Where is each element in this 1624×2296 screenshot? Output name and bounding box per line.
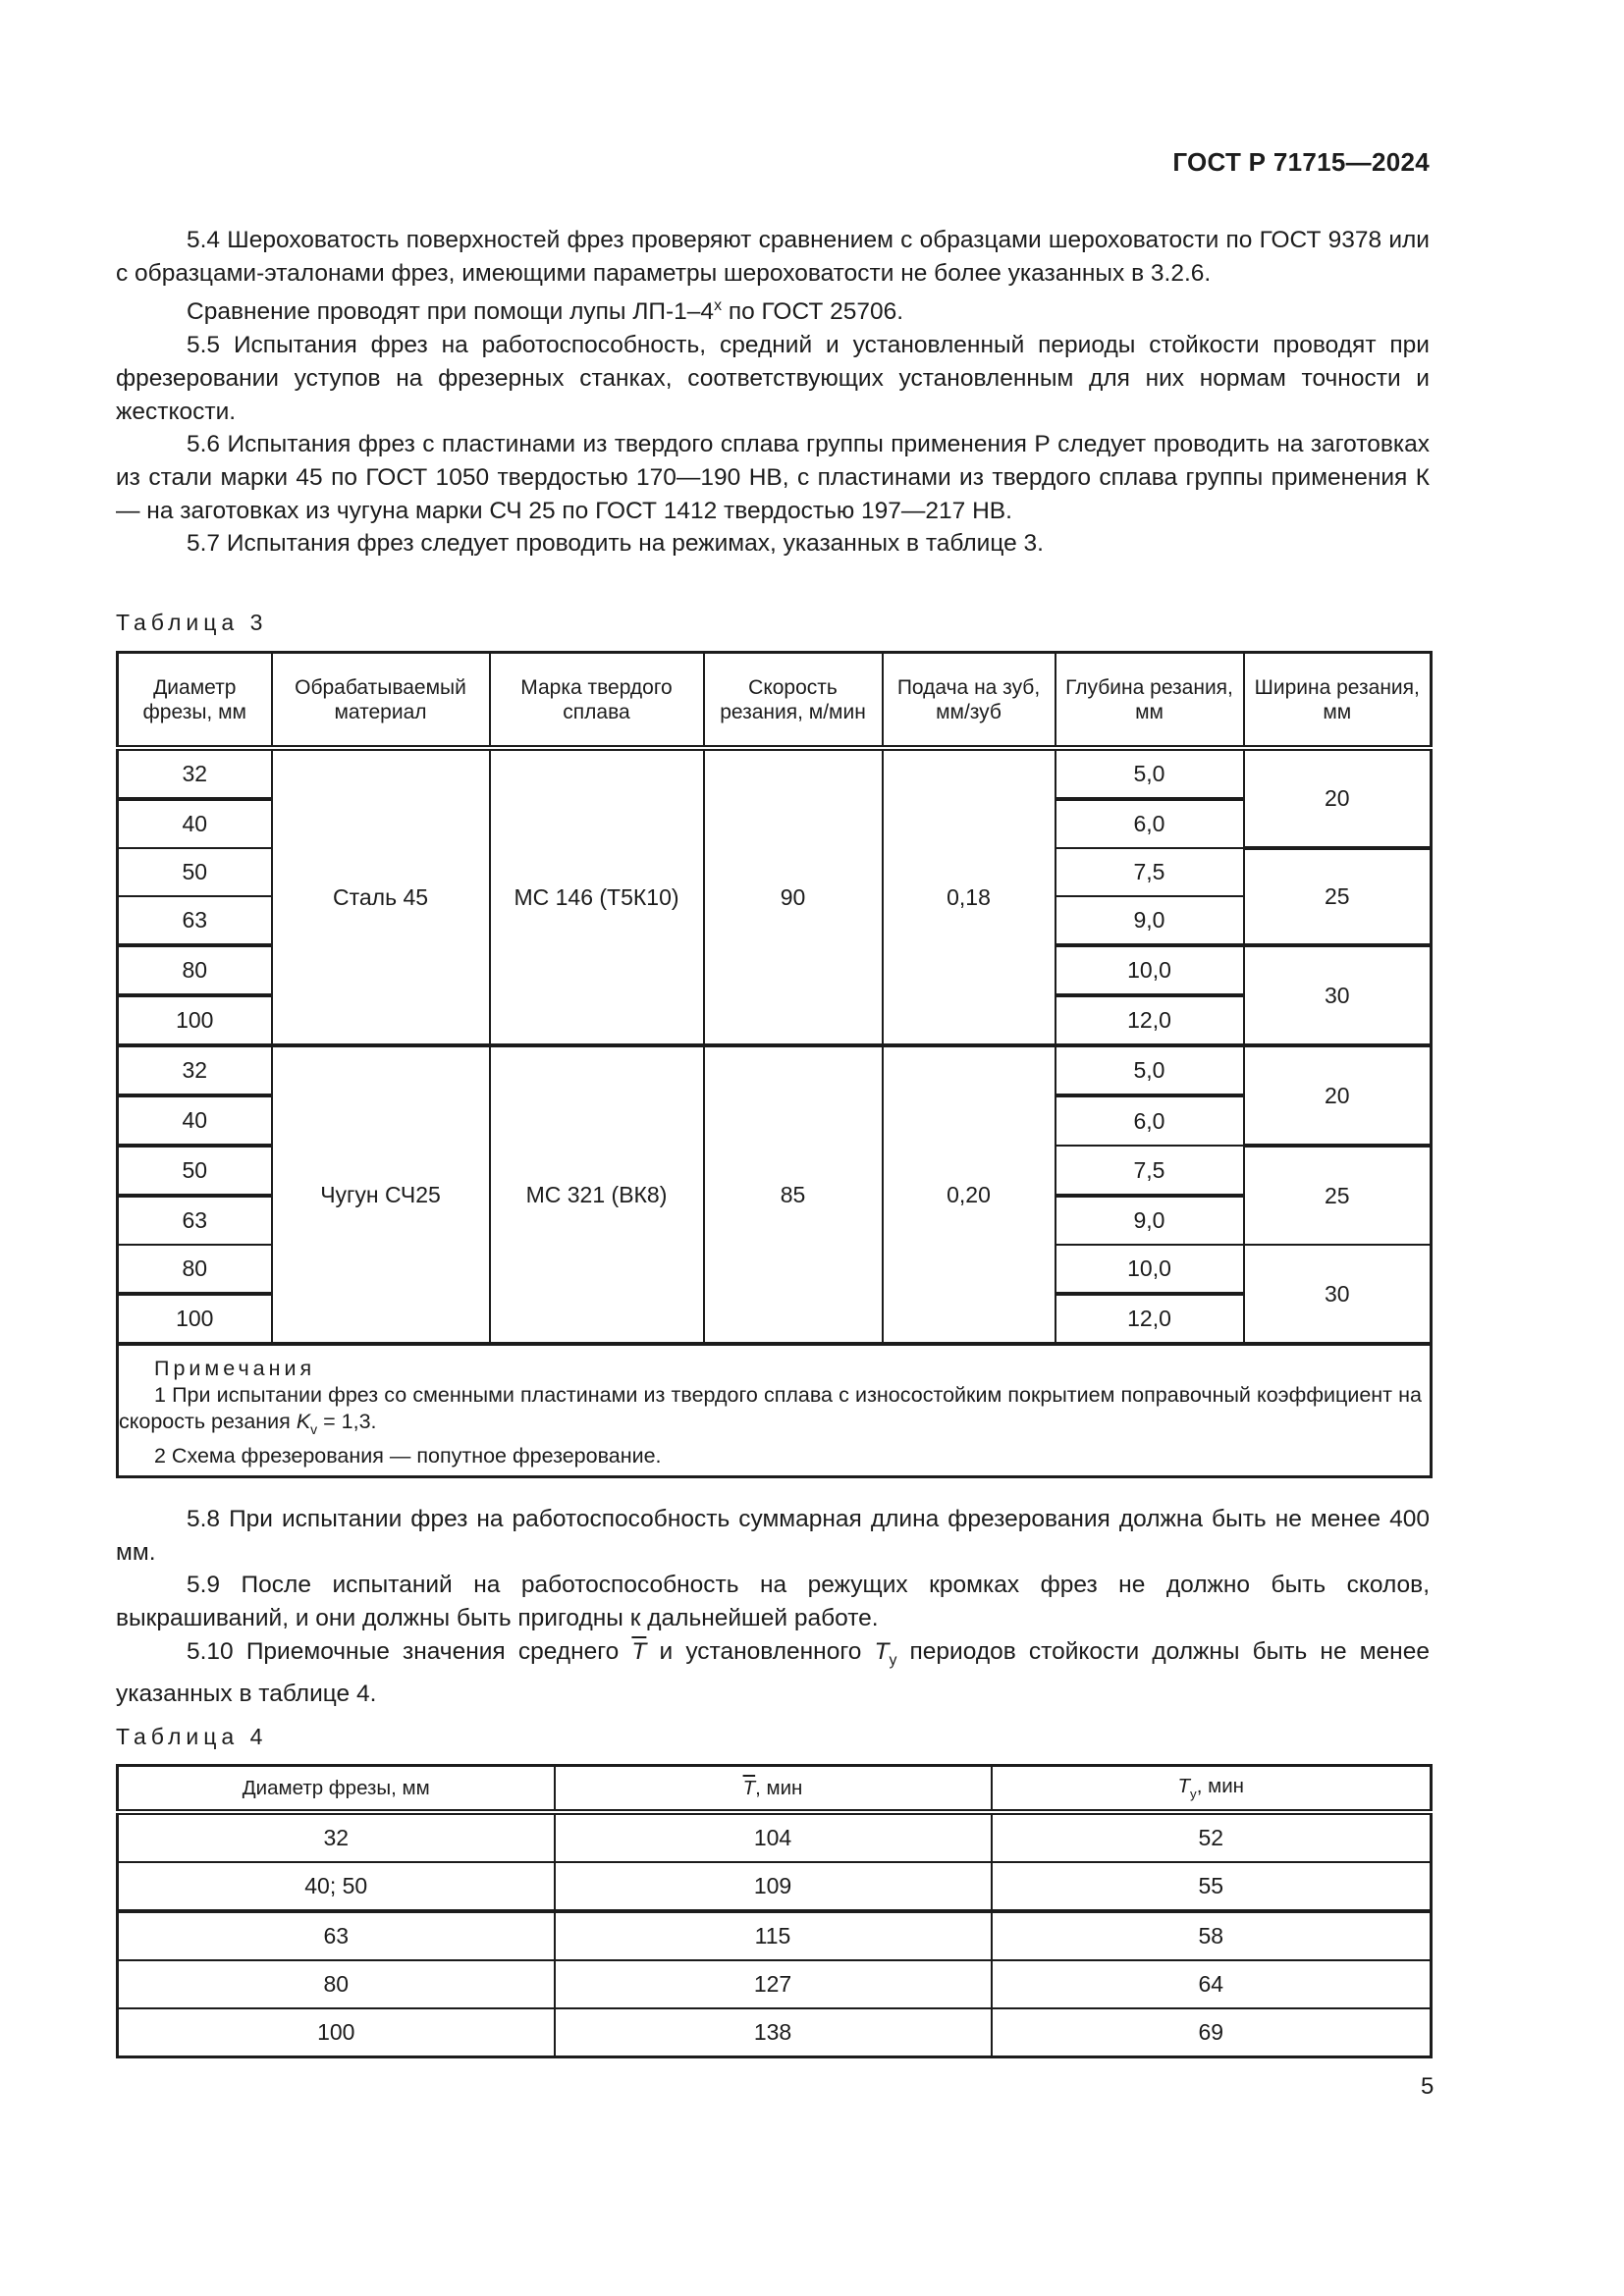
header-t-set <box>992 1766 1432 1813</box>
cell-diameter: 32 <box>118 748 272 799</box>
text: = 1,3. <box>317 1410 377 1433</box>
table-row <box>118 1960 1432 2008</box>
note-1 <box>119 1382 1430 1443</box>
note-2: 2 Схема фрезерования — попутное фрезерование. <box>154 1444 662 1468</box>
paragraph-5-8: 5.8 При испытании фрез на работоспособность суммарная длина фрезерования должна быть не менее 400 мм. <box>116 1506 1430 1566</box>
header-speed: Скорость резания, м/мин <box>704 653 883 749</box>
cell-diameter: 80 <box>118 1960 555 2008</box>
cell-t-mean: 138 <box>555 2008 992 2057</box>
text: 1 При испытании фрез со сменными пластинами из твердого сплава с износостойким покрытием поправочный коэффициент на скорость резания <box>119 1383 1422 1433</box>
cell-width: 25 <box>1244 848 1432 945</box>
cell-diameter: 32 <box>118 1045 272 1095</box>
table-row <box>118 1045 1432 1095</box>
symbol-t-mean: $\overline{T}$ <box>631 1637 647 1665</box>
cell-diameter: 40 <box>118 799 272 848</box>
cell-depth: 12,0 <box>1056 1294 1244 1344</box>
cell-speed: 85 <box>704 1045 883 1344</box>
cell-width: 20 <box>1244 1045 1432 1146</box>
paragraph-5-7: 5.7 Испытания фрез следует проводить на режимах, указанных в таблице 3. <box>187 530 1044 558</box>
cell-depth: 9,0 <box>1056 1196 1244 1245</box>
cell-depth: 10,0 <box>1056 1245 1244 1294</box>
cell-depth: 5,0 <box>1056 748 1244 799</box>
cell-t-mean: 127 <box>555 1960 992 2008</box>
header-t-mean <box>555 1766 992 1813</box>
table-3 <box>116 651 1433 1478</box>
header-material: Обрабатываемый материал <box>272 653 490 749</box>
cell-depth: 7,5 <box>1056 1146 1244 1196</box>
cell-depth: 5,0 <box>1056 1045 1244 1095</box>
table4-header-row <box>118 1766 1432 1813</box>
cell-t-set: 64 <box>992 1960 1432 2008</box>
cell-feed: 0,18 <box>883 748 1056 1045</box>
table-row <box>118 748 1432 799</box>
cell-depth: 10,0 <box>1056 945 1244 995</box>
table-row <box>118 2008 1432 2057</box>
cell-depth: 6,0 <box>1056 1095 1244 1146</box>
cell-t-set: 58 <box>992 1911 1432 1960</box>
cell-diameter: 50 <box>118 1146 272 1196</box>
cell-t-set: 69 <box>992 2008 1432 2057</box>
paragraphs-bottom <box>116 1503 1430 1710</box>
cell-diameter: 80 <box>118 1245 272 1294</box>
cell-diameter: 63 <box>118 1196 272 1245</box>
symbol-t: T <box>1177 1775 1191 1797</box>
superscript: x <box>714 297 723 315</box>
table-row <box>118 1862 1432 1911</box>
cell-width: 20 <box>1244 748 1432 848</box>
cell-diameter: 32 <box>118 1812 555 1862</box>
text: 5.10 Приемочные значения среднего <box>187 1637 632 1665</box>
header-diameter: Диаметр фрезы, мм <box>118 1766 555 1813</box>
text: Сравнение проводят при помощи лупы ЛП-1–4 <box>187 298 715 326</box>
cell-diameter: 100 <box>118 995 272 1045</box>
table-row <box>118 1911 1432 1960</box>
cell-width: 30 <box>1244 1245 1432 1344</box>
paragraph-5-9: 5.9 После испытаний на работоспособность на режущих кромках фрез не должно быть сколов, выкрашиваний, и они должны быть пригодны к дальнейшей работе. <box>116 1572 1430 1632</box>
table3-notes-row <box>118 1344 1432 1477</box>
header-diameter: Диаметр фрезы, мм <box>118 653 272 749</box>
cell-t-mean: 104 <box>555 1812 992 1862</box>
text: , мин <box>755 1776 803 1799</box>
cell-width: 30 <box>1244 945 1432 1045</box>
table3-notes <box>118 1344 1432 1477</box>
cell-diameter: 63 <box>118 896 272 945</box>
subscript: y <box>1190 1787 1197 1801</box>
header-depth: Глубина резания, мм <box>1056 653 1244 749</box>
cell-t-set: 52 <box>992 1812 1432 1862</box>
table-row <box>118 1812 1432 1862</box>
cell-feed: 0,20 <box>883 1045 1056 1344</box>
cell-material: Чугун СЧ25 <box>272 1045 490 1344</box>
header-feed: Подача на зуб, мм/зуб <box>883 653 1056 749</box>
paragraph-5-4-comparison <box>116 290 1430 329</box>
cell-diameter: 80 <box>118 945 272 995</box>
table4-caption: Таблица 4 <box>116 1724 268 1749</box>
cell-depth: 6,0 <box>1056 799 1244 848</box>
cell-depth: 7,5 <box>1056 848 1244 896</box>
cell-diameter: 40; 50 <box>118 1862 555 1911</box>
cell-width: 25 <box>1244 1146 1432 1245</box>
header-alloy: Марка твердого сплава <box>490 653 704 749</box>
paragraph-5-10 <box>116 1635 1430 1710</box>
symbol-t: T <box>874 1637 890 1665</box>
cell-diameter: 100 <box>118 1294 272 1344</box>
cell-depth: 9,0 <box>1056 896 1244 945</box>
cell-diameter: 50 <box>118 848 272 896</box>
table-4 <box>116 1764 1433 2058</box>
subscript: v <box>310 1421 318 1437</box>
cell-t-mean: 109 <box>555 1862 992 1911</box>
text: периодов стойкости должны быть не менее указанных в таблице 4. <box>116 1637 1430 1707</box>
paragraph-5-5: 5.5 Испытания фрез на работоспособность, средний и установленный периоды стойкости проводят при фрезеровании уступов на фрезерных станках, соответствующих установленным для них нормам точности и жесткости. <box>116 332 1430 425</box>
cell-alloy: МС 146 (Т5К10) <box>490 748 704 1045</box>
symbol-t-mean: $\overline{T}$ <box>742 1776 756 1799</box>
text: , мин <box>1196 1775 1244 1797</box>
table3-header-row <box>118 653 1432 749</box>
cell-alloy: МС 321 (ВК8) <box>490 1045 704 1344</box>
paragraph-5-6: 5.6 Испытания фрез с пластинами из твердого сплава группы применения Р следует проводить на заготовках из стали марки 45 по ГОСТ 1050 твердостью 170—190 НВ, с пластинами из твердого сплава группы применения К — на заготовках из чугуна марки СЧ 25 по ГОСТ 1412 твердостью 197—217 НВ. <box>116 431 1430 524</box>
cell-material: Сталь 45 <box>272 748 490 1045</box>
text: и установленного <box>646 1637 875 1665</box>
cell-t-set: 55 <box>992 1862 1432 1911</box>
cell-diameter: 100 <box>118 2008 555 2057</box>
page-number: 5 <box>1421 2073 1435 2100</box>
cell-speed: 90 <box>704 748 883 1045</box>
cell-diameter: 63 <box>118 1911 555 1960</box>
paragraph-5-4: 5.4 Шероховатость поверхностей фрез проверяют сравнением с образцами шероховатости по ГОСТ 9378 или с образцами-эталонами фрез, имеющими параметры шероховатости не более указанных в 3.2.6. <box>116 227 1430 287</box>
document-header-id: ГОСТ Р 71715—2024 <box>1172 147 1430 177</box>
table3-caption: Таблица 3 <box>116 610 268 635</box>
header-width: Ширина резания, мм <box>1244 653 1432 749</box>
paragraphs-top <box>116 224 1430 561</box>
cell-depth: 12,0 <box>1056 995 1244 1045</box>
symbol: K <box>296 1410 311 1433</box>
subscript: y <box>889 1651 897 1669</box>
text: по ГОСТ 25706. <box>722 298 904 326</box>
cell-t-mean: 115 <box>555 1911 992 1960</box>
notes-title: Примечания <box>154 1357 316 1380</box>
cell-diameter: 40 <box>118 1095 272 1146</box>
